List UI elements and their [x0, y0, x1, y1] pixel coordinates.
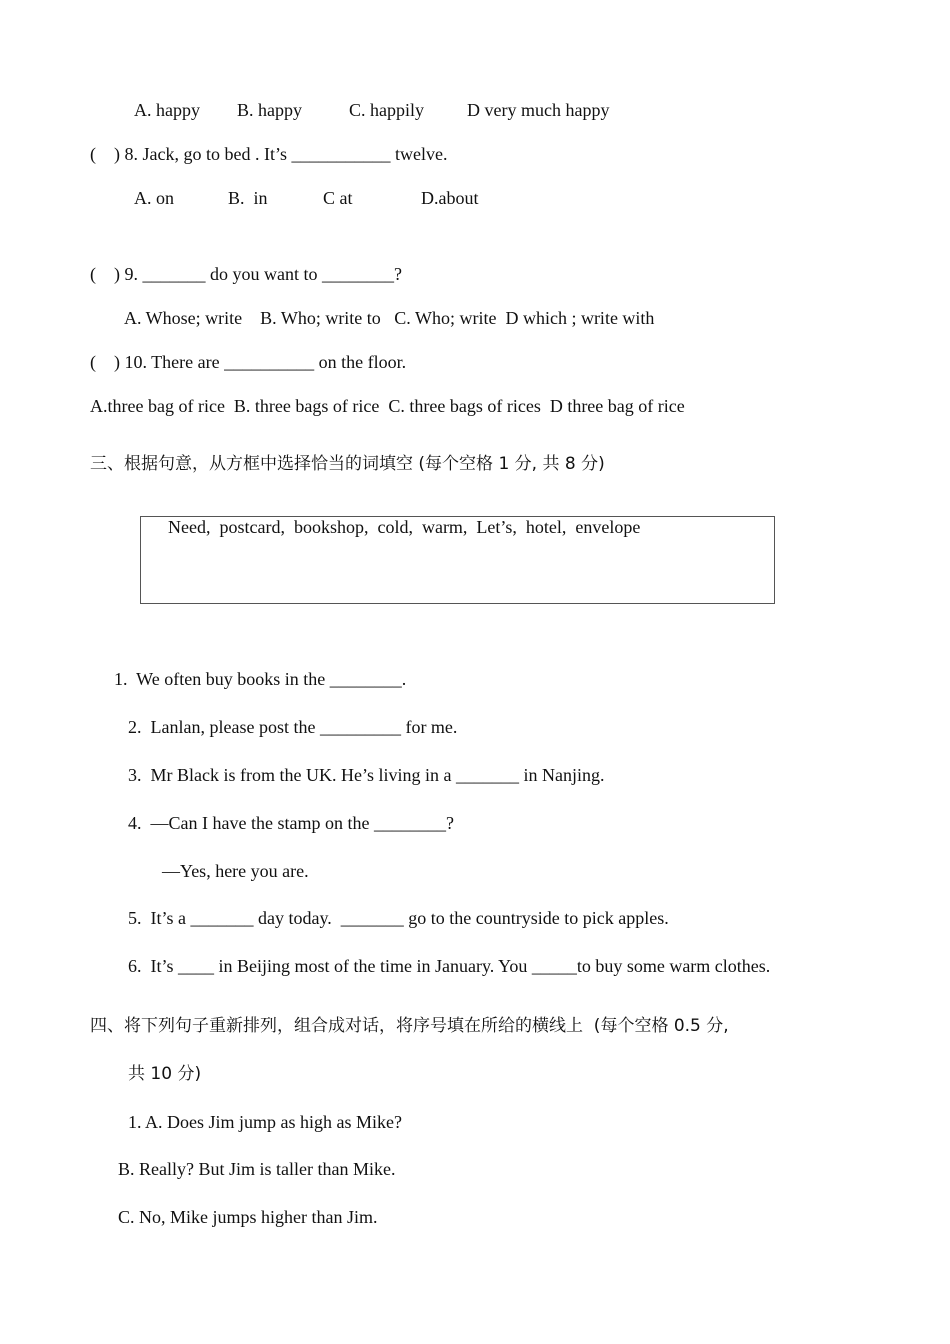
q7-option-b: B. happy	[237, 100, 302, 120]
q9-stem: ( ) 9. _______ do you want to ________?	[90, 264, 402, 284]
q8-option-d: D.about	[421, 188, 479, 208]
section4-item-1b: B. Really? But Jim is taller than Mike.	[118, 1159, 396, 1179]
q8-option-c: C at	[323, 188, 353, 208]
q10-stem: ( ) 10. There are __________ on the floor.	[90, 352, 407, 372]
q8-stem: ( ) 8. Jack, go to bed . It’s ___________ twelve.	[90, 144, 448, 164]
section3-item-1: 1. We often buy books in the ________.	[114, 669, 407, 689]
section4-item-1c: C. No, Mike jumps higher than Jim.	[118, 1207, 378, 1227]
section4-title: 四、将下列句子重新排列，组合成对话，将序号填在所给的横线上 (每个空格 0.5 分,	[90, 1016, 729, 1036]
q7-option-d: D very much happy	[467, 100, 610, 120]
section4-title-cont: 共 10 分)	[128, 1064, 202, 1084]
q8-option-a: A. on	[134, 188, 174, 208]
section3-item-5: 5. It’s a _______ day today. _______ go to the countryside to pick apples.	[128, 908, 669, 928]
q9-options: A. Whose; write B. Who; write to C. Who; write D which ; write with	[124, 308, 655, 328]
q10-options: A.three bag of rice B. three bags of rice C. three bags of rices D three bag of rice	[90, 396, 685, 416]
section3-title: 三、根据句意，从方框中选择恰当的词填空 (每个空格 1 分, 共 8 分)	[90, 454, 605, 474]
section3-item-6: 6. It’s ____ in Beijing most of the time in January. You _____to buy some warm clothes.	[128, 956, 771, 976]
section3-item-3: 3. Mr Black is from the UK. He’s living in a _______ in Nanjing.	[128, 765, 605, 785]
word-box-words: Need, postcard, bookshop, cold, warm, Let’s, hotel, envelope	[168, 517, 641, 537]
section3-item-4: 4. —Can I have the stamp on the ________?	[128, 813, 454, 833]
q7-option-a: A. happy	[134, 100, 200, 120]
section3-item-4-answer: —Yes, here you are.	[162, 861, 309, 881]
q7-option-c: C. happily	[349, 100, 424, 120]
q8-option-b: B. in	[228, 188, 268, 208]
section3-item-2: 2. Lanlan, please post the _________ for me.	[128, 717, 458, 737]
section4-item-1a: 1. A. Does Jim jump as high as Mike?	[128, 1112, 402, 1132]
